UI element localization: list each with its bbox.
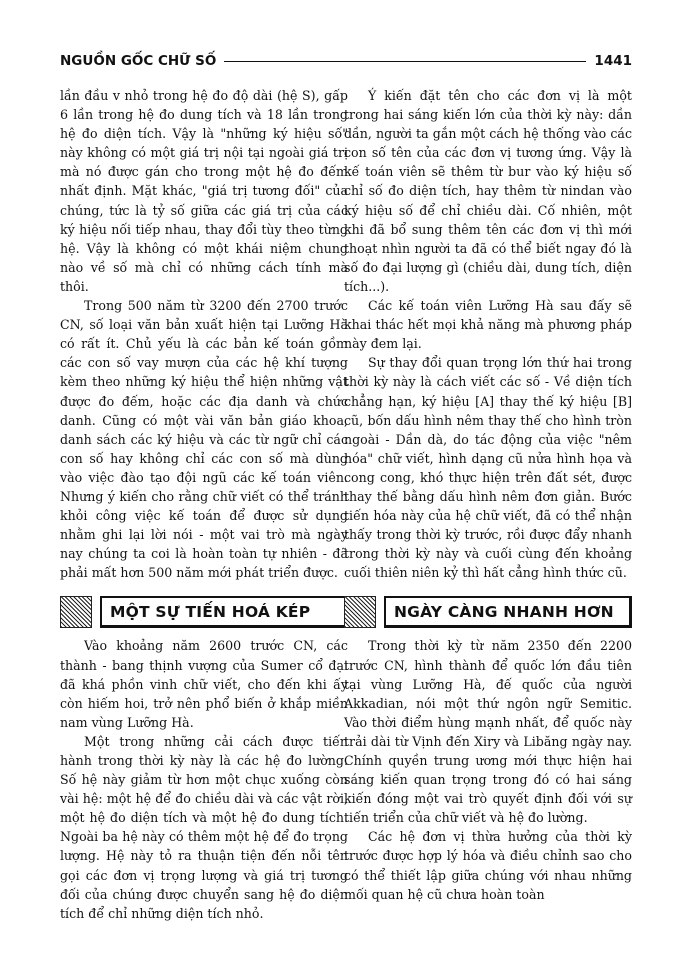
section-ornament-icon [60,596,92,628]
section-title: MỘT SỰ TIẾN HOÁ KÉP [100,596,348,628]
paragraph: Các hệ đơn vị thừa hưởng của thời kỳ trước được hợp lý hóa và điều chỉnh sao cho có thể thiết lập giữa chúng với nhau những mối quan hệ cũ chưa hoàn toàn [344,829,632,902]
section-heading [344,596,632,628]
paragraph: Các kế toán viên Lưỡng Hà sau đấy sẽ khai thác hết mọi khả năng mà phương pháp này đem lại. [344,298,632,352]
paragraph: lần đầu v nhỏ trong hệ đo độ dài (hệ S), gấp 6 lần trong hệ đo dung tích và 18 lần trong hệ đo diện tích. Vậy là "những ký hiệu số" này không có một giá trị nội tại ngoài giá trị mà nó được gán cho trong một hệ đo đếm nhất định. Mặt khác, "giá trị tương đối" của chúng, tức là tỷ số giữa các giá trị của các ký hiệu nối tiếp nhau, thay đổi tùy theo từng hệ. Vậy là không có một khái niệm chung nào về số mà chỉ có những cách tính mà thôi. [60,88,348,294]
running-header [60,50,632,72]
paragraph: Sự thay đổi quan trọng lớn thứ hai trong thời kỳ này là cách viết các số - Về diện tích chẳng hạn, ký hiệu [A] thay thế ký hiệu [B] cũ, bốn dấu hình nêm thay thế cho hình tròn ngoài - Dần dà, do tác động của việc "nêm hóa" chữ viết, hình dạng cũ nửa hình họa và cong cong, khó thực hiện trên đất sét, được thay thế bằng dấu hình nêm đơn giản. Bước tiến hóa này của hệ chữ viết, đã có thể nhận thấy trong thời kỳ trước, rồi được đẩy nhanh trong thời kỳ này và cuối cùng đến khoảng cuối thiên niên kỷ thì hất cẳng hình thức cũ. [344,355,632,581]
paragraph: Ý kiến đặt tên cho các đơn vị là một trong hai sáng kiến lớn của thời kỳ này: dần dần, người ta gắn một cách hệ thống vào các con số tên của các đơn vị tương ứng. Vậy là kế toán viên sẽ thêm từ bur vào ký hiệu số chỉ số đo diện tích, hay thêm từ nindan vào ký hiệu số để chỉ chiều dài. Cố nhiên, một khi đã bổ sung thêm tên các đơn vị thì mới thoạt nhìn người ta đã có thể biết ngay đó là số đo đại lượng gì (chiều dài, dung tích, diện tích...). [344,88,632,294]
right-column [344,86,632,904]
header-rule [224,61,586,62]
paragraph: Trong 500 năm từ 3200 đến 2700 trước CN, số loại văn bản xuất hiện tại Lưỡng Hà có rất ít. Chủ yếu là các bản kế toán gồm các con số vay mượn của các hệ khí tượng kèm theo những ký hiệu thể hiện những vật được đo đếm, hoặc các địa danh và chức danh. Cũng có một vài văn bản giáo khoa, danh sách các ký hiệu và các từ ngữ chỉ các con số hay không chỉ các con số mà dùng vào việc đào tạo đội ngũ các kế toán viên. Nhưng ý kiến cho rằng chữ viết có thể tránh khỏi công việc kế toán để được sử dụng nhằm ghi lại lời nói - một vai trò mà ngày nay chúng ta coi là hoàn toàn tự nhiên - đã phải mất hơn 500 năm mới phát triển được. [60,298,348,581]
page-number: 1441 [594,53,632,69]
chapter-title: NGUỒN GỐC CHỮ SỐ [60,53,217,69]
left-column [60,86,348,923]
paragraph: Một trong những cải cách được tiến hành trong thời kỳ này là các hệ đo lường. Số hệ này giảm từ hơn một chục xuống còn vài hệ: một hệ để đo chiều dài và các vật rời, một hệ đo diện tích và một hệ đo dung tích. Ngoài ba hệ này có thêm một hệ để đo trọng lượng. Hệ này tỏ ra thuận tiện đến nỗi tên gọi các đơn vị trọng lượng và giá trị tương đối của chúng được chuyển sang hệ đo diện tích để chỉ những diện tích nhỏ. [60,733,348,921]
section-heading [60,596,348,628]
paragraph: Vào khoảng năm 2600 trước CN, các thành - bang thịnh vượng của Sumer cổ đại đã khá phồn vinh chữ viết, cho đến khi ấy còn hiếm hoi, trở nên phổ biến ở khắp miền nam vùng Lưỡng Hà. [60,638,348,730]
paragraph: Trong thời kỳ từ năm 2350 đến 2200 trước CN, hình thành để quốc lớn đầu tiên tại vùng Lưỡng Hà, đế quốc của người Akkadian, nói một thứ ngôn ngữ Semitic. Vào thời điểm hùng mạnh nhất, để quốc này trải dài từ Vịnh đến Xiry và Libăng ngày nay. Chính quyền trung ương mới thực hiện hai sáng kiến quan trọng trong đó có hai sáng kiến đóng một vai trò quyết định đối với sự tiến triển của chữ viết và hệ đo lường. [344,638,632,826]
section-ornament-icon [344,596,376,628]
section-title: NGÀY CÀNG NHANH HƠN [384,596,632,628]
